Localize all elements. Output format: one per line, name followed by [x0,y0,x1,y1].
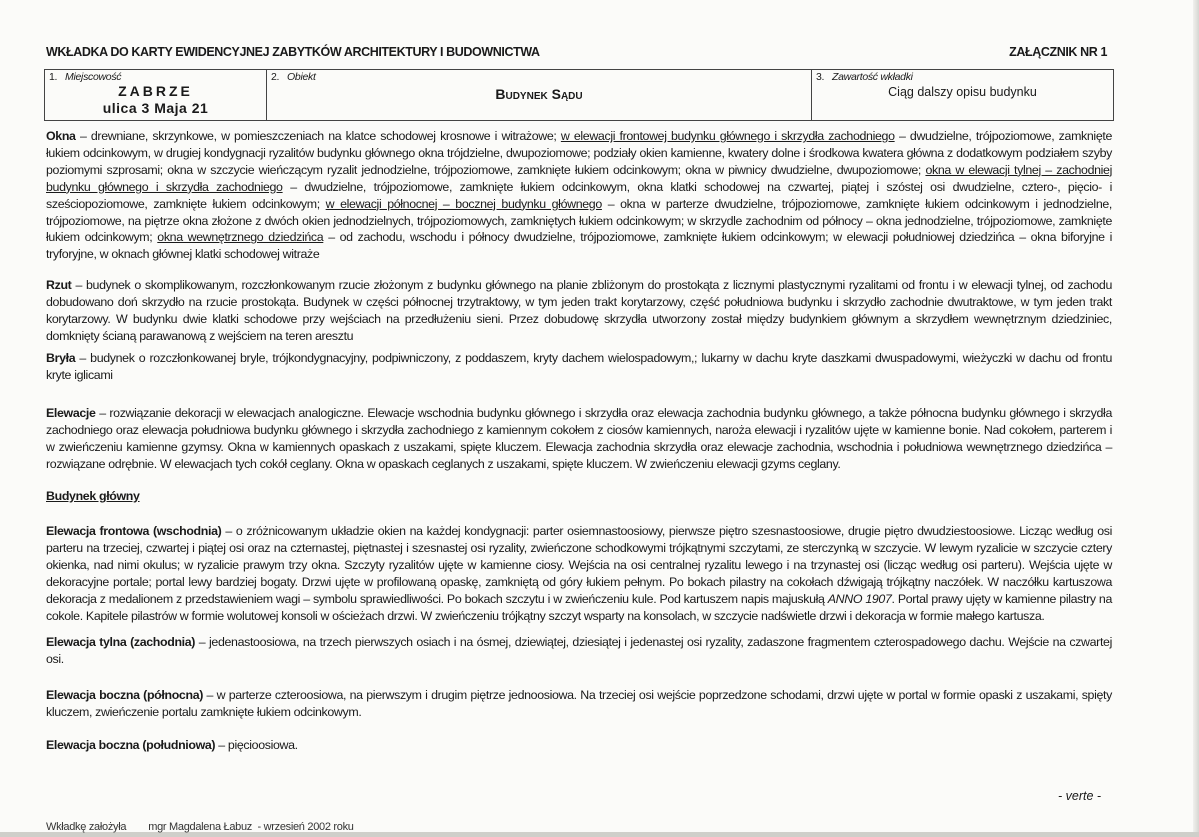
paragraph-elewacja-polnocna [46,687,1112,721]
text-run: . Portal prawy ujęty w kamienne pilastry na cokole. Kapitele pilastrów w formie wolutowej konsoli w ościeżach drzwi. W zwieńczeniu trójkątny szczyt wsparty na konsolach, w szczycie nadświetle drzwi i dekoracja w formie małego kartusza. [46,591,1113,623]
text-run: – drewniane, skrzynkowe, w pomieszczeniach na klatce schodowej krosnowe i witrażowe; [75,129,561,143]
info-table [44,69,1114,121]
text-run: – jedenastoosiowa, na trzech pierwszych osiach i na ósmej, dziewiątej, dziesiątej i jedenastej osi ryzality, zadaszone fragmentem czterospadowego dachu. Wejście na czwartej osi. [46,635,1112,666]
scan-edge [1193,0,1199,837]
text-run: – budynek o rozczłonkowanej bryle, trójkondygnacyjny, podpiwniczony, z poddaszem, kryty dachem wielospadowym,; lukarny w dachu kryte daszkami dwuspadowymi, wieżyczki w dachu od frontu kryte iglicami [46,351,1112,382]
contents-cell: 3. Zawartość wkładki Ciąg dalszy opisu budynku [812,70,1114,121]
text-run: – dwudzielne, trójpoziomowe, zamknięte łukiem odcinkowym, okna klatki schodowej na czwartej, piątej i szóstej osi dwudzielne, cztero-, pięcio- i sześciopoziomowe, zamknięte łukiem odcinkowym; [46,179,1112,211]
emphasis-text: okna wewnętrznego dziedzińca [157,230,324,245]
contents-value: Ciąg dalszy opisu budynku [888,85,1037,99]
locality-cell: 1. Miejscowość ZABRZE ulica 3 Maja 21 [45,70,267,121]
object-label: Obiekt [287,71,316,83]
emphasis-text: Elewacja boczna (południowa) [46,738,216,752]
emphasis-text: Rzut [46,278,72,292]
text-run: – w parterze czteroosiowa, na pierwszym i drugim piętrze jednoosiowa. Na trzeciej osi wejście poprzedzone schodami, drzwi ujęte w portal w formie opaski z uszakami, spięty kluczem, zwieńczenie portalu zamknięte łukiem odcinkowym. [46,688,1112,719]
contents-label: Zawartość wkładki [832,71,913,83]
section-heading-budynek-glowny [46,488,1112,505]
paragraph-elewacja-frontowa [46,523,1112,624]
emphasis-text: w elewacji północnej – bocznej budynku głównego [325,196,602,211]
city: ZABRZE [118,83,193,99]
emphasis-text: Elewacja tylna (zachodnia) [46,635,196,649]
text-run: – dwudzielne, trójpoziomowe, zamknięte łukiem odcinkowym, w drugiej kondygnacji ryzalitów budynku głównego okna trójdzielne, dwupoziomowe; podziały okien kamienne, kwatery dolne i środkowa kwatera główna z dodatkowym podziałem szyby poziomymi szprosami; okna w szczycie wieńczącym ryzalit jednodzielne, trójpoziomowe, zamknięte łukiem odcinkowym; okna w piwnicy dwudzielne, dwupoziomowe; [46,129,1113,177]
text-run: – rozwiązanie dekoracji w elewacjach analogiczne. Elewacje wschodnia budynku głównego i skrzydła oraz elewacja zachodnia budynku głównego, a także północna budynku głównego i skrzydła zachodniego oraz elewacja południowa budynku głównego i skrzydła zachodniego z kamiennym cokołem z ciosów kamiennych, naroża elewacji i ryzalitów ujęte w kamienne bonie. Nad cokołem, parterem i w zwieńczeniu kamienne gzymsy. Okna w kamiennych opaskach z uszakami, spięte kluczem. Elewacja zachodnia skrzydła oraz elewacje zachodnia, wschodnia i południowa wewnętrznego dziedzińca – rozwiązane odrębnie. W elewacjach tych cokół ceglany. Okna w opaskach ceglanych z uszakami, spięte kluczem. W zwieńczeniu elewacji gzyms ceglany. [46,406,1112,471]
object-cell: 2. Obiekt Budynek Sądu [267,70,812,121]
object-name: Budynek Sądu [495,86,583,102]
emphasis-text: w elewacji frontowej budynku głównego i skrzydła zachodniego [560,129,895,143]
emphasis-text: Elewacja boczna (północna) [46,688,204,702]
document-title: WKŁADKA DO KARTY EWIDENCYJNEJ ZABYTKÓW ARCHITEKTURY I BUDOWNICTWA [46,45,540,59]
paragraph-rzut [46,277,1112,345]
paragraph-bryla [46,350,1112,384]
paragraph-elewacja-poludniowa [46,737,1112,754]
emphasis-text: okna w elewacji tylnej – zachodniej budynku głównego i skrzydła zachodniego [46,162,1112,194]
verte-note: - verte - [1058,789,1102,803]
emphasis-text: Elewacje [46,406,96,420]
emphasis-text: ANNO 1907 [827,591,892,606]
emphasis-text: Budynek główny [46,489,140,503]
paragraph-elewacje [46,405,1112,473]
locality-label: Miejscowość [65,71,122,83]
text-run: – od zachodu, wschodu i północy dwudzielne, trójpoziomowe, zamknięte łukiem odcinkowym; w elewacji południowej dziedzińca – okna biforyjne i tryforyjne, w oknach głównej klatki schodowej witraże [46,230,1113,262]
emphasis-text: Okna [46,129,76,143]
text-run: – pięcioosiowa. [215,738,298,752]
text-run: – budynek o skomplikowanym, rozczłonkowanym rzucie złożonym z budynku głównego na planie zbliżonym do prostokąta z licznymi plastycznymi ryzalitami od frontu i w elewacji tylnej, od zachodu dobudowano doń skrzydło na rzucie prostokąta. Budynek w części północnej trzytraktowy, w tym jeden trakt korytarzowy, część południowa budynku i skrzydło zachodnie dwutraktowe, w tym jeden trakt korytarzowy. W budynku dwie klatki schodowe przy wejściach na przedłużeniu sieni. Przez dobudowę skrzydła utworzony został między budynkiem głównym a skrzydłem wewnętrznym dziedziniec, domknięty ścianą parawanową z wejściem na teren aresztu [46,278,1112,343]
emphasis-text: Elewacja frontowa (wschodnia) [46,524,222,538]
footer-author: Wkładkę założyła mgr Magdalena Łabuz - wrzesień 2002 roku [46,821,354,833]
emphasis-text: Bryła [46,351,76,365]
text-run: – okna w parterze dwudzielne, trójpoziomowe, zamknięte łukiem odcinkowym i jednodzielne, trójpoziomowe, na piętrze okna złożone z dwóch okien jednodzielnych, trójpoziomowych, zamkniętych łukiem odcinkowym; w skrzydle zachodnim od północy – okna jednodzielne, trójpoziomowe, zamknięte łukiem odcinkowym; [46,196,1112,245]
street: ulica 3 Maja 21 [102,100,209,116]
annex-number: ZAŁĄCZNIK NR 1 [1009,45,1107,59]
paragraph-okna [46,128,1112,263]
text-run: – o zróżnicowanym układzie okien na każdej kondygnacji: parter osiemnastoosiowy, pierwsze piętro szesnastoosiowe, drugie piętro dwudziestoosiowe. Licząc według osi parteru na trzeciej, czwartej i piątej osi oraz na czternastej, piętnastej i szesnastej osi ryzality, zwieńczone schodkowymi trójkątnymi szczytami, ze sterczynką w szczycie. W lewym ryzalicie w szczycie cztery okienka, nad nimi okulus; w ryzalicie prawym trzy okna. Szczyty ryzalitów ujęte w kamienne ciosy. Wejścia na osi centralnej ryzalitu lewego i na trzynastej osi (licząc według osi parteru). Wejścia ujęte w dekoracyjne portale; portal lewy bardziej bogaty. Drzwi ujęte w profilowaną opaskę, zamkniętą od góry łukiem pełnym. Po bokach pilastry na cokołach dźwigają trójkątny naczółek. W naczółku kartuszowa dekoracja z medalionem z przedstawieniem wagi – symbolu sprawiedliwości. Po bokach szczytu i w zwieńczeniu kule. Pod kartuszem napis majuskułą [46,524,1112,606]
paragraph-elewacja-tylna [46,634,1112,668]
